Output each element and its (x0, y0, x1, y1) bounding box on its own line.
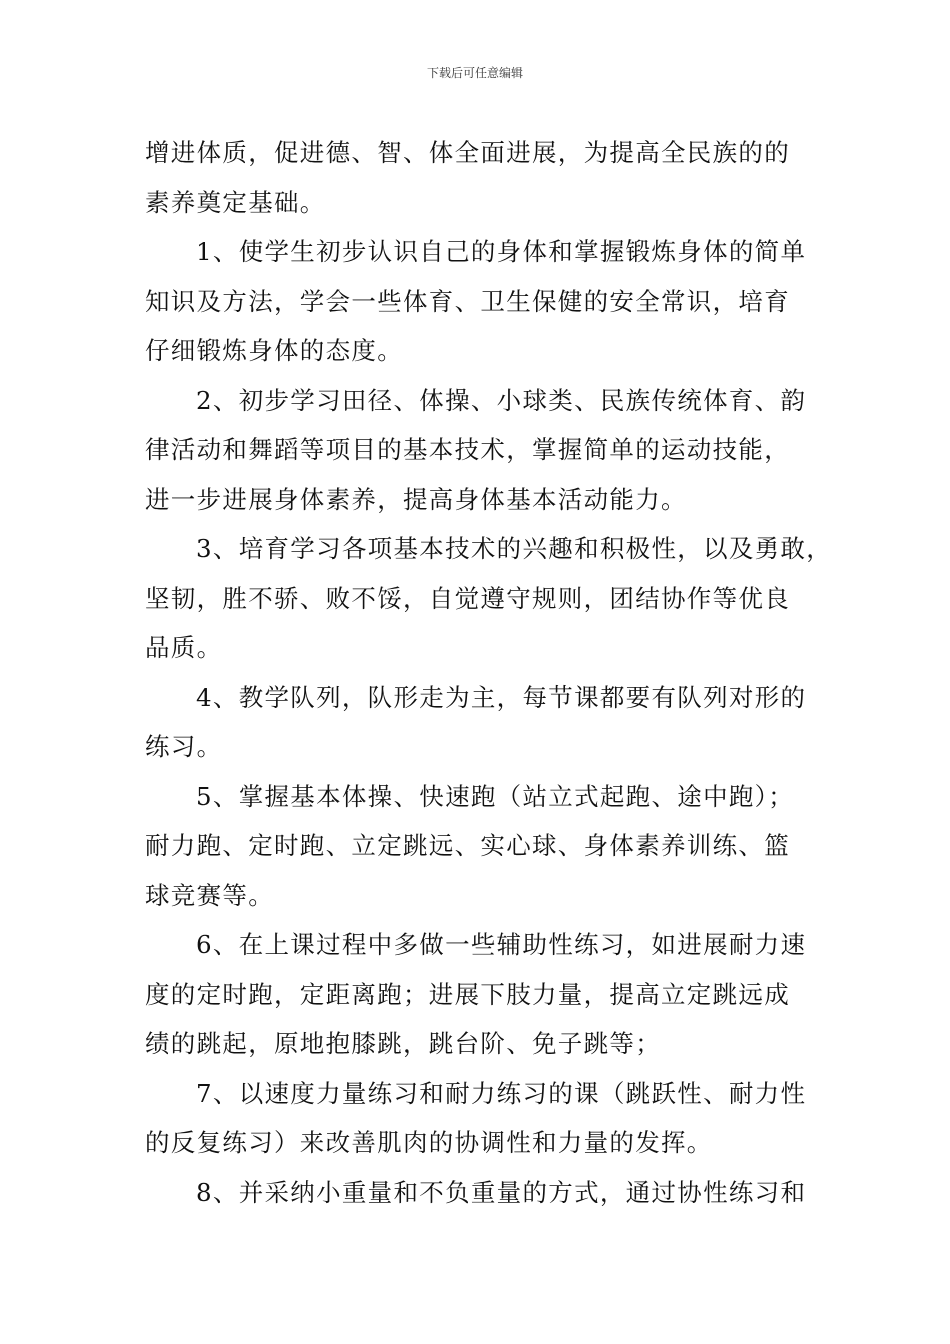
paragraph-item-2 (145, 376, 807, 525)
text-line: 1、使学生初步认识自己的身体和掌握锻炼身体的简单 (196, 237, 807, 266)
text-line: 8、并采纳小重量和不负重量的方式，通过协性练习和 (196, 1177, 807, 1207)
text-line: 6、在上课过程中多做一些辅助性练习，如进展耐力速 (196, 930, 807, 959)
text-line: 度的定时跑，定距离跑；进展下肢力量，提高立定跳远成 (145, 979, 790, 1009)
paragraph-item-6 (145, 920, 807, 1069)
text-line: 4、教学队列，队形走为主，每节课都要有队列对形的 (196, 682, 807, 712)
text-line: 仔细锻炼身体的态度。 (145, 336, 403, 365)
text-line: 7、以速度力量练习和耐力练习的课（跳跃性、耐力性 (196, 1078, 807, 1108)
text-line: 品质。 (145, 633, 223, 662)
paragraph-item-5 (145, 772, 807, 921)
paragraph-item-4 (145, 673, 807, 772)
text-line: 3、培育学习各项基本技术的兴趣和积极性，以及勇敢， (196, 534, 833, 563)
text-line: 球竞赛等。 (145, 880, 274, 910)
text-line: 素养奠定基础。 (145, 187, 326, 217)
paragraph-item-3 (145, 524, 833, 673)
paragraph-item-7 (145, 1069, 807, 1168)
text-line: 5、掌握基本体操、快速跑（站立式起跑、途中跑）； (196, 781, 795, 811)
text-line: 增进体质，促进德、智、体全面进展，为提高全民族的的 (145, 138, 790, 167)
text-line: 练习。 (145, 732, 223, 761)
text-line: 知识及方法，学会一些体育、卫生保健的安全常识，培育 (145, 286, 790, 316)
document-body (145, 128, 833, 1217)
text-line: 的反复练习）来改善肌肉的协调性和力量的发挥。 (145, 1128, 713, 1157)
paragraph-intro (145, 128, 807, 227)
text-line: 耐力跑、定时跑、立定跳远、实心球、身体素养训练、篮 (145, 831, 790, 860)
text-line: 坚韧，胜不骄、败不馁，自觉遵守规则，团结协作等优良 (145, 583, 790, 613)
paragraph-item-1 (145, 227, 807, 376)
text-line: 绩的跳起，原地抱膝跳，跳台阶、免子跳等； (145, 1029, 661, 1058)
page-header: 下载后可任意编辑 (426, 66, 523, 80)
text-line: 2、初步学习田径、体操、小球类、民族传统体育、韵 (196, 385, 807, 415)
text-line: 进一步进展身体素养，提高身体基本活动能力。 (145, 484, 687, 514)
paragraph-item-8 (145, 1168, 807, 1218)
text-line: 律活动和舞蹈等项目的基本技术，掌握简单的运动技能， (145, 435, 790, 464)
